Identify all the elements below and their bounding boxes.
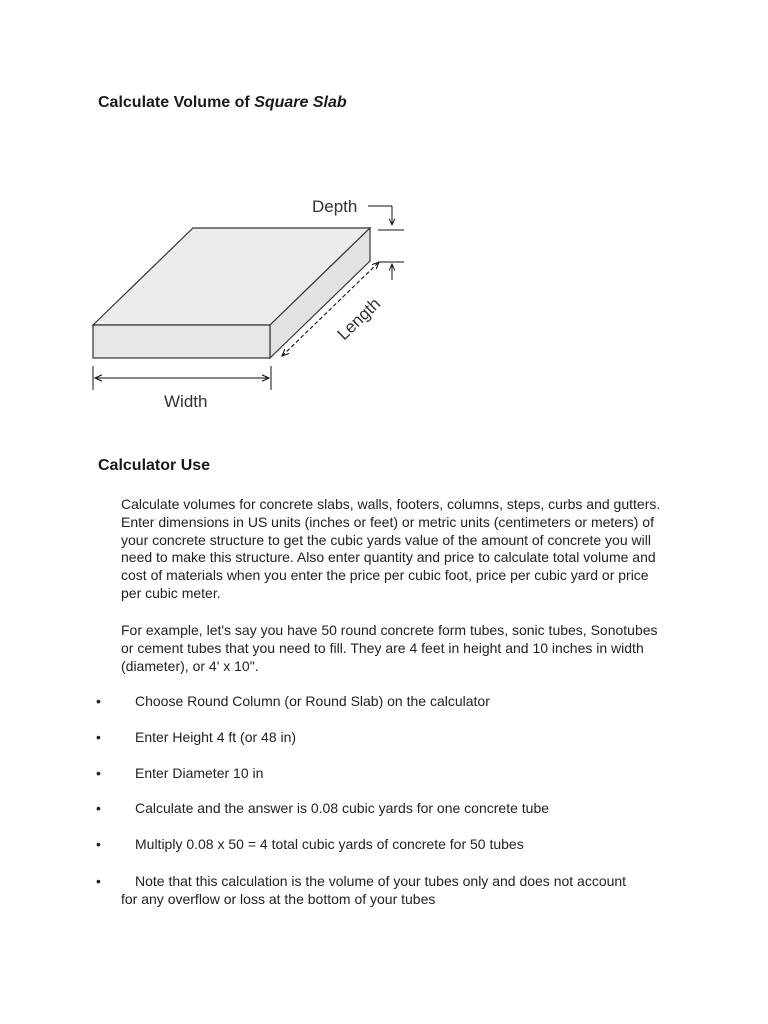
slab-diagram bbox=[86, 188, 416, 418]
list-item-text: Enter Height 4 ft (or 48 in) bbox=[135, 729, 297, 745]
section-heading: Calculator Use bbox=[98, 457, 211, 474]
list-item-text: Multiply 0.08 x 50 = 4 total cubic yards of concrete for 50 tubes bbox=[135, 836, 524, 852]
list-item-text: Enter Diameter 10 in bbox=[135, 765, 264, 781]
list-item-text: Choose Round Column (or Round Slab) on the calculator bbox=[135, 693, 490, 709]
depth-label: Depth bbox=[312, 197, 358, 216]
page-title bbox=[98, 94, 347, 112]
length-label: Length bbox=[333, 294, 385, 344]
slab-front-face bbox=[93, 325, 270, 358]
list-item bbox=[96, 765, 636, 783]
list-item bbox=[96, 873, 636, 909]
list-item bbox=[96, 729, 636, 747]
bullet-dot: • bbox=[96, 693, 101, 709]
bullet-dot: • bbox=[96, 765, 101, 781]
list-item-text: Note that this calculation is the volume of your tubes only and does not account for any overflow or loss at the bottom of your tubes bbox=[121, 873, 627, 907]
bullet-dot: • bbox=[96, 873, 101, 889]
intro-paragraph: Calculate volumes for concrete slabs, walls, footers, columns, steps, curbs and gutters. Enter dimensions in US units (inches or feet) or metric units (centimeters or meters) of your concrete structure to get the cubic yards value of the amount of concrete you will need to make this structure. Also enter quantity and price to calculate total volume and cost of materials when you enter the price per cubic foot, price per cubic yard or price per cubic meter. bbox=[121, 496, 661, 601]
list-item bbox=[96, 836, 636, 854]
list-item bbox=[96, 693, 636, 711]
title-emphasis: Square Slab bbox=[254, 94, 347, 111]
title-prefix: Calculate Volume of bbox=[98, 94, 255, 111]
bullet-dot: • bbox=[96, 800, 101, 816]
bullet-dot: • bbox=[96, 836, 101, 852]
width-label: Width bbox=[164, 392, 208, 411]
list-item-text: Calculate and the answer is 0.08 cubic yards for one concrete tube bbox=[135, 800, 550, 816]
bullet-dot: • bbox=[96, 729, 101, 745]
list-item bbox=[96, 800, 636, 818]
example-paragraph: For example, let's say you have 50 round concrete form tubes, sonic tubes, Sonotubes or cement tubes that you need to fill. They are 4 feet in height and 10 inches in width (diameter), or 4' x 10". bbox=[121, 622, 658, 674]
